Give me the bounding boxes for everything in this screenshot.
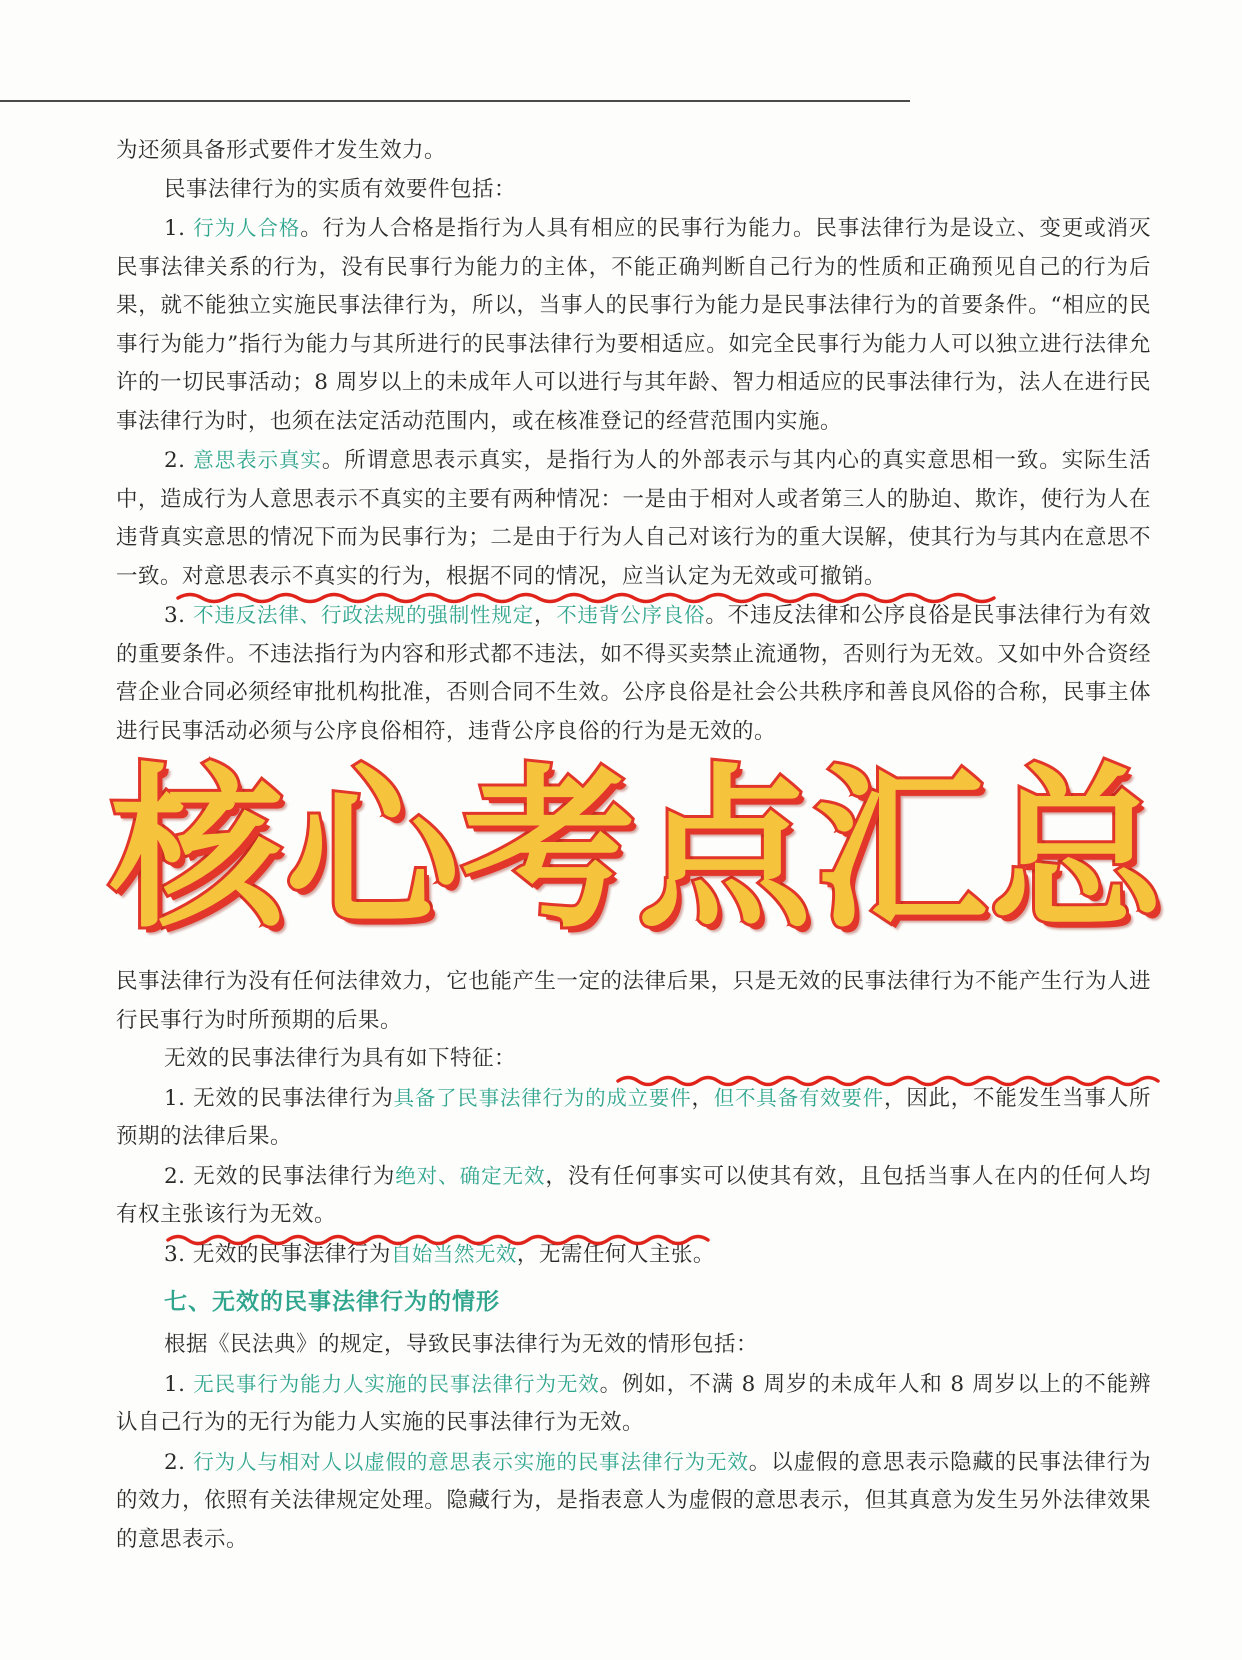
text-run: ，因此，不能发生当事人所预期的法律后果。 bbox=[116, 1085, 1151, 1149]
highlighted-term: 自始当然无效 bbox=[390, 1241, 517, 1266]
text-run: 1. bbox=[164, 216, 194, 241]
text-run: 1. 无效的民事法律行为 bbox=[164, 1085, 394, 1111]
highlighted-term: 不违反法律、行政法规的强制性规定 bbox=[193, 603, 534, 627]
highlighted-term: 具备了民事法律行为的成立要件 bbox=[393, 1085, 692, 1110]
highlighted-term: 不违背公序良俗 bbox=[556, 603, 706, 627]
text-run: 3. bbox=[164, 603, 194, 628]
highlighted-term: 无民事行为能力人实施的民事法律行为无效 bbox=[193, 1371, 600, 1396]
text-run: ，无需任何人主张。 bbox=[516, 1241, 715, 1267]
text-run: 。所谓意思表示真实，是指行为人的外部表示与其内心的真实意思相一致。实际生活中，造成行为人意思表示不真实的主要有两种情况：一是由于相对人或者第三人的胁迫、欺诈，使行为人在违背真实意思的情况下而为民事行为；二是由于行为人自己对该行为的重大误解，使其行为与其内在意思不一致。对意思表示不真实的行为，根据不同的情况，应当认定为无效或可撤销。 bbox=[116, 448, 1151, 589]
text-run: 1. bbox=[164, 1371, 194, 1397]
highlighted-term: 行为人与相对人以虚假的意思表示实施的民事法律行为无效 bbox=[193, 1449, 749, 1474]
text-run: 3. 无效的民事法律行为 bbox=[164, 1241, 391, 1267]
text-run: 2. bbox=[164, 1449, 194, 1475]
text-run: 2. bbox=[164, 448, 194, 473]
text-run: 。不违反法律和公序良俗是民事法律行为有效的重要条件。不违法指行为内容和形式都不违法，如不得买卖禁止流通物，否则行为无效。又如中外合资经营企业合同必须经审批机构批准，否则合同不生效。公序良俗是社会公共秩序和善良风俗的合称，民事主体进行民事活动必须与公序良俗相符，违背公序良俗的行为是无效的。 bbox=[116, 603, 1152, 744]
highlighted-term: 行为人合格 bbox=[193, 216, 301, 240]
text-run: 2. 无效的民事法律行为 bbox=[164, 1163, 396, 1189]
text-run: ， bbox=[691, 1085, 714, 1111]
text-run: 根据《民法典》的规定，导致民事法律行为无效的情形包括： bbox=[164, 1332, 759, 1357]
text-run: ，没有任何事实可以使其有效，且包括当事人在内的任何人均有权主张该行为无效。 bbox=[116, 1163, 1151, 1227]
text-run: 为还须具备形式要件才发生效力。 bbox=[116, 138, 447, 163]
highlighted-term: 意思表示真实 bbox=[193, 448, 322, 472]
text-run: 。以虚假的意思表示隐藏的民事法律行为的效力，依照有关法律规定处理。隐藏行为，是指表意人为虚假的意思表示，但其真意为发生另外法律效果的意思表示。 bbox=[116, 1449, 1151, 1552]
text-run: 无效的民事法律行为具有如下特征： bbox=[164, 1046, 517, 1071]
text-run: 。例如，不满 8 周岁的未成年人和 8 周岁以上的不能辨认自己行为的无行为能力人实施的民事法律行为无效。 bbox=[116, 1371, 1152, 1435]
text-run: ， bbox=[533, 603, 557, 628]
highlighted-term: 但不具备有效要件 bbox=[713, 1085, 884, 1110]
core-points-banner: 核心考点汇总 bbox=[109, 749, 1166, 952]
section-heading: 七、无效的民事法律行为的情形 bbox=[164, 1289, 500, 1315]
red-underline-2-path bbox=[618, 1078, 1158, 1085]
red-underline-3-path bbox=[168, 1237, 708, 1244]
text-run: 民事法律行为没有任何法律效力，它也能产生一定的法律后果，只是无效的民事法律行为不能产生行为人进行民事行为时所预期的后果。 bbox=[116, 969, 1151, 1033]
red-underline-1-path bbox=[178, 595, 994, 602]
text-run: 。行为人合格是指行为人具有相应的民事行为能力。民事法律行为是设立、变更或消灭民事法律关系的行为，没有民事行为能力的主体，不能正确判断自己行为的性质和正确预见自己的行为后果，就不能独立实施民事法律行为，所以，当事人的民事行为能力是民事法律行为的首要条件。“相应的民事行为能力”指行为能力与其所进行的民事法律行为要相适应。如完全民事行为能力人可以独立进行法律允许的一切民事活动；8 周岁以上的未成年人可以进行与其年龄、智力相适应的民事法律行为，法人在进行民事法律行为时，也须在法定活动范围内，或在核准登记的经营范围内实施。 bbox=[116, 216, 1151, 434]
text-run: 民事法律行为的实质有效要件包括： bbox=[164, 176, 517, 202]
highlighted-term: 绝对、确定无效 bbox=[395, 1163, 546, 1188]
